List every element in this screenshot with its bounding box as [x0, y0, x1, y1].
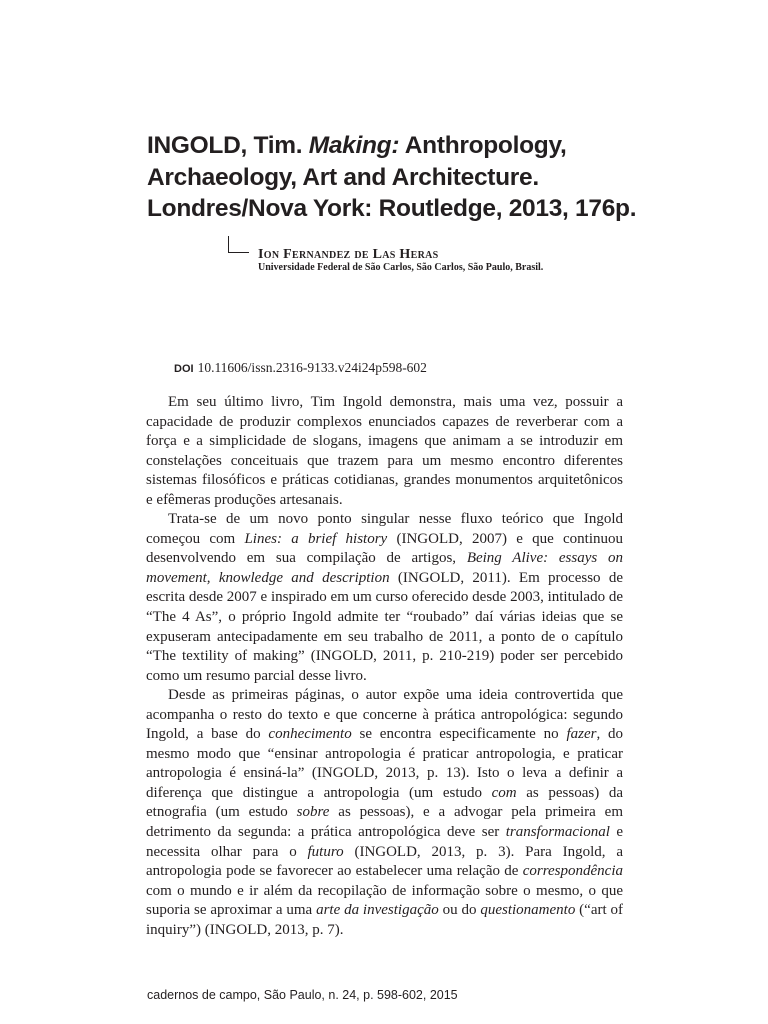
italic-run: Lines: a brief history [244, 530, 388, 547]
italic-run: conhecimento [268, 726, 352, 743]
title-part-1: INGOLD, Tim. [147, 132, 309, 159]
doi-value[interactable]: 10.11606/issn.2316-9133.v24i24p598-602 [197, 360, 427, 375]
text-run: (INGOLD, 2007) e que continuou desenvolvendo em sua compilação de artigos, [146, 530, 623, 567]
text-run: e necessita olhar para o [146, 824, 623, 860]
italic-run: futuro [307, 843, 344, 860]
text-run: com o mundo e ir além da recopilação de informação sobre o mesmo, o que suporia se aproximar a uma [146, 882, 623, 919]
italic-run: questionamento [480, 902, 576, 919]
text-run: (INGOLD, 2013, p. 3). Para Ingold, a antropologia pode se favorecer ao estabelecer uma relação de [146, 843, 623, 880]
italic-run: sobre [296, 804, 330, 821]
italic-run: Being Alive: essays on movement, knowledge and description [146, 550, 623, 586]
paragraph-1 [146, 393, 623, 510]
text-run: (INGOLD, 2011). Em processo de escrita desde 2007 e inspirado em um curso oferecido desde 2003, intitulado de “The 4 As”, o próprio Ingold admite ter “roubado” daí várias ideias que se expuseram antecipadamente em seu trabalho de 2011, a ponto de o capítulo “The textility of making” (INGOLD, 2011, p. 210-219) poder ser percebido como um resumo parcial desse livro. [146, 569, 623, 684]
paragraph-2 [146, 510, 623, 686]
text-run: (“art of inquiry”) (INGOLD, 2013, p. 7). [146, 902, 624, 938]
title-part-2: Anthropology, Archaeology, Art and Architecture. Londres/Nova York: Routledge, 2013, 176p. [147, 132, 637, 222]
text-run: , do mesmo modo que “ensinar antropologia é praticar antropologia, e praticar antropologia é ensiná-la” (INGOLD, 2013, p. 13). Isto o leva a definir a diferença que distingue a antropologia (um estudo [146, 726, 623, 801]
paragraph-3 [146, 686, 623, 940]
text-run: Desde as primeiras páginas, o autor expõe uma ideia controvertida que acompanha o resto do texto e que concerne à prática antropológica: segundo Ingold, a base do [146, 687, 623, 743]
italic-run: com [491, 784, 517, 801]
text-run: as pessoas) da etnografia (um estudo [146, 784, 623, 821]
author-affiliation: Universidade Federal de São Carlos, São Carlos, São Paulo, Brasil. [258, 262, 544, 273]
author-name: Ion Fernandez de Las Heras [258, 247, 439, 262]
text-run: Trata-se de um novo ponto singular nesse fluxo teórico que Ingold começou com [146, 511, 623, 547]
title-book-italic: Making: [308, 132, 400, 159]
italic-run: arte da investigação [316, 902, 439, 919]
article-body [146, 393, 623, 940]
review-title [147, 130, 667, 225]
text-run: se encontra especificamente no [351, 726, 567, 743]
doi-label: DOI [174, 363, 194, 375]
italic-run: correspondência [522, 863, 623, 880]
italic-run: fazer [566, 726, 597, 743]
text-run: ou do [438, 902, 481, 919]
italic-run: transformacional [505, 824, 610, 841]
author-bracket-decoration [228, 236, 249, 253]
text-run: as pessoas), e a advogar pela primeira em detrimento da segunda: a prática antropológica deve ser [146, 804, 623, 841]
text-run: Em seu último livro, Tim Ingold demonstra, mais uma vez, possuir a capacidade de produzir complexos enunciados capazes de reverberar com a força e a simplicidade de slogans, imagens que animam a se introduzir em constelações conceituais que trazem para um mesmo encontro diferentes sistemas filosóficos e práticas cotidianas, grandes monumentos arquitetônicos e efêmeras produções artesanais. [146, 394, 623, 508]
footer-citation: cadernos de campo, São Paulo, n. 24, p. 598-602, 2015 [147, 988, 458, 1002]
doi-line [174, 360, 427, 376]
